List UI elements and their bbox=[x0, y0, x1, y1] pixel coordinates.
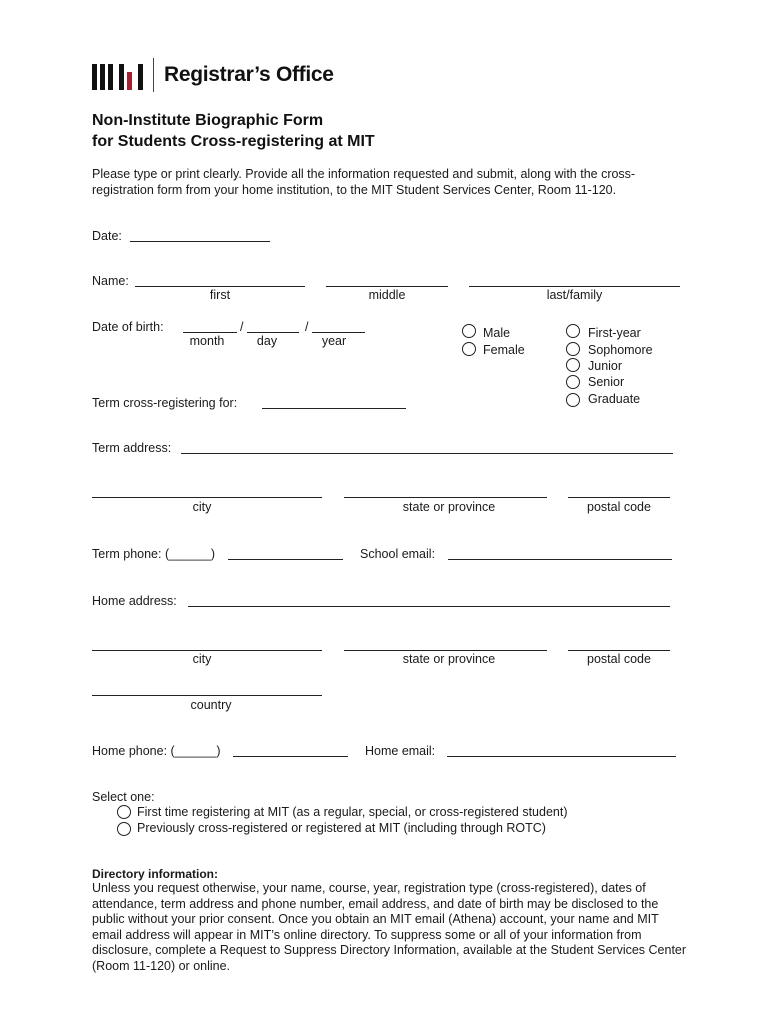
dob-month-field[interactable] bbox=[183, 332, 237, 333]
home-email-label: Home email: bbox=[365, 744, 436, 758]
school-email-label: School email: bbox=[360, 547, 436, 561]
date-field[interactable] bbox=[130, 241, 270, 242]
home-city-caption: city bbox=[192, 652, 212, 666]
mit-logo bbox=[92, 58, 334, 92]
home-address-label: Home address: bbox=[92, 594, 177, 608]
home-state-field[interactable] bbox=[344, 650, 547, 651]
junior-radio[interactable] bbox=[566, 358, 580, 372]
registrar-office-title: Registrar’s Office bbox=[164, 63, 334, 86]
term-phone-label-text: Term phone: bbox=[92, 547, 162, 561]
last-name-field[interactable] bbox=[469, 286, 680, 287]
senior-radio[interactable] bbox=[566, 375, 580, 389]
term-postal-field[interactable] bbox=[568, 497, 670, 498]
home-email-field[interactable] bbox=[447, 756, 676, 757]
name-label: Name: bbox=[92, 274, 129, 288]
previously-registered-radio[interactable] bbox=[117, 822, 131, 836]
middle-caption: middle bbox=[368, 288, 406, 302]
term-state-caption: state or province bbox=[402, 500, 496, 514]
dob-slash: / bbox=[305, 320, 309, 334]
form-title bbox=[92, 110, 375, 152]
home-address-field[interactable] bbox=[188, 606, 670, 607]
home-phone-area: (______) bbox=[170, 744, 221, 758]
female-label: Female bbox=[483, 343, 525, 357]
home-country-field[interactable] bbox=[92, 695, 322, 696]
home-city-field[interactable] bbox=[92, 650, 322, 651]
middle-name-field[interactable] bbox=[326, 286, 448, 287]
home-phone-label bbox=[92, 743, 221, 759]
directory-body: Unless you request otherwise, your name, course, year, registration type (cross-registered), dates of attendance, term address and phone number, email address, and date of birth may be disclosed to the public without your prior consent. Once you obtain an MIT email (Athena) account, your name and MIT email address will appear in MIT’s online directory. To suppress some or all of your information from disclosure, complete a Request to Suppress Directory Information, available at the Student Services Center (Room 11-120) or online. bbox=[92, 881, 687, 973]
home-postal-caption: postal code bbox=[587, 652, 651, 666]
first-caption: first bbox=[209, 288, 231, 302]
first-year-label: First-year bbox=[588, 326, 641, 340]
senior-label: Senior bbox=[588, 375, 625, 389]
male-radio[interactable] bbox=[462, 324, 476, 338]
intro-paragraph: Please type or print clearly. Provide all the information requested and submit, along with the cross-registration form from your home institution, to the MIT Student Services Center, Room 11-120. bbox=[92, 167, 636, 197]
form-title-line2: for Students Cross-registering at MIT bbox=[92, 133, 375, 150]
home-phone-label-text: Home phone: bbox=[92, 744, 168, 758]
first-time-label: First time registering at MIT (as a regular, special, or cross-registered student) bbox=[137, 805, 568, 819]
school-email-field[interactable] bbox=[448, 559, 672, 560]
first-time-radio[interactable] bbox=[117, 805, 131, 819]
home-phone-field[interactable] bbox=[233, 756, 348, 757]
term-label: Term cross-registering for: bbox=[92, 396, 238, 410]
term-phone-area: (______) bbox=[164, 547, 216, 561]
term-city-caption: city bbox=[192, 500, 212, 514]
month-caption: month bbox=[189, 334, 225, 348]
term-city-field[interactable] bbox=[92, 497, 322, 498]
home-postal-field[interactable] bbox=[568, 650, 670, 651]
form-title-line1: Non-Institute Biographic Form bbox=[92, 112, 324, 129]
day-caption: day bbox=[256, 334, 278, 348]
mit-logo-mark bbox=[92, 60, 143, 90]
last-caption: last/family bbox=[546, 288, 603, 302]
sophomore-label: Sophomore bbox=[588, 343, 653, 357]
select-one-label: Select one: bbox=[92, 790, 155, 804]
date-label: Date: bbox=[92, 229, 122, 243]
year-caption: year bbox=[321, 334, 347, 348]
term-state-field[interactable] bbox=[344, 497, 547, 498]
dob-day-field[interactable] bbox=[247, 332, 299, 333]
junior-label: Junior bbox=[588, 359, 623, 373]
term-phone-label bbox=[92, 546, 215, 562]
dob-slash: / bbox=[240, 320, 244, 334]
directory-heading: Directory information: bbox=[92, 867, 219, 881]
term-field[interactable] bbox=[262, 408, 406, 409]
female-radio[interactable] bbox=[462, 342, 476, 356]
home-state-caption: state or province bbox=[402, 652, 496, 666]
term-address-label: Term address: bbox=[92, 441, 172, 455]
term-phone-field[interactable] bbox=[228, 559, 343, 560]
graduate-label: Graduate bbox=[588, 392, 641, 406]
home-country-caption: country bbox=[190, 698, 232, 712]
previously-registered-label: Previously cross-registered or registered at MIT (including through ROTC) bbox=[137, 821, 546, 835]
male-label: Male bbox=[483, 326, 511, 340]
first-year-radio[interactable] bbox=[566, 324, 580, 338]
dob-year-field[interactable] bbox=[312, 332, 365, 333]
dob-label: Date of birth: bbox=[92, 320, 164, 334]
term-address-field[interactable] bbox=[181, 453, 673, 454]
graduate-radio[interactable] bbox=[566, 393, 580, 407]
term-postal-caption: postal code bbox=[587, 500, 651, 514]
first-name-field[interactable] bbox=[135, 286, 305, 287]
sophomore-radio[interactable] bbox=[566, 342, 580, 356]
